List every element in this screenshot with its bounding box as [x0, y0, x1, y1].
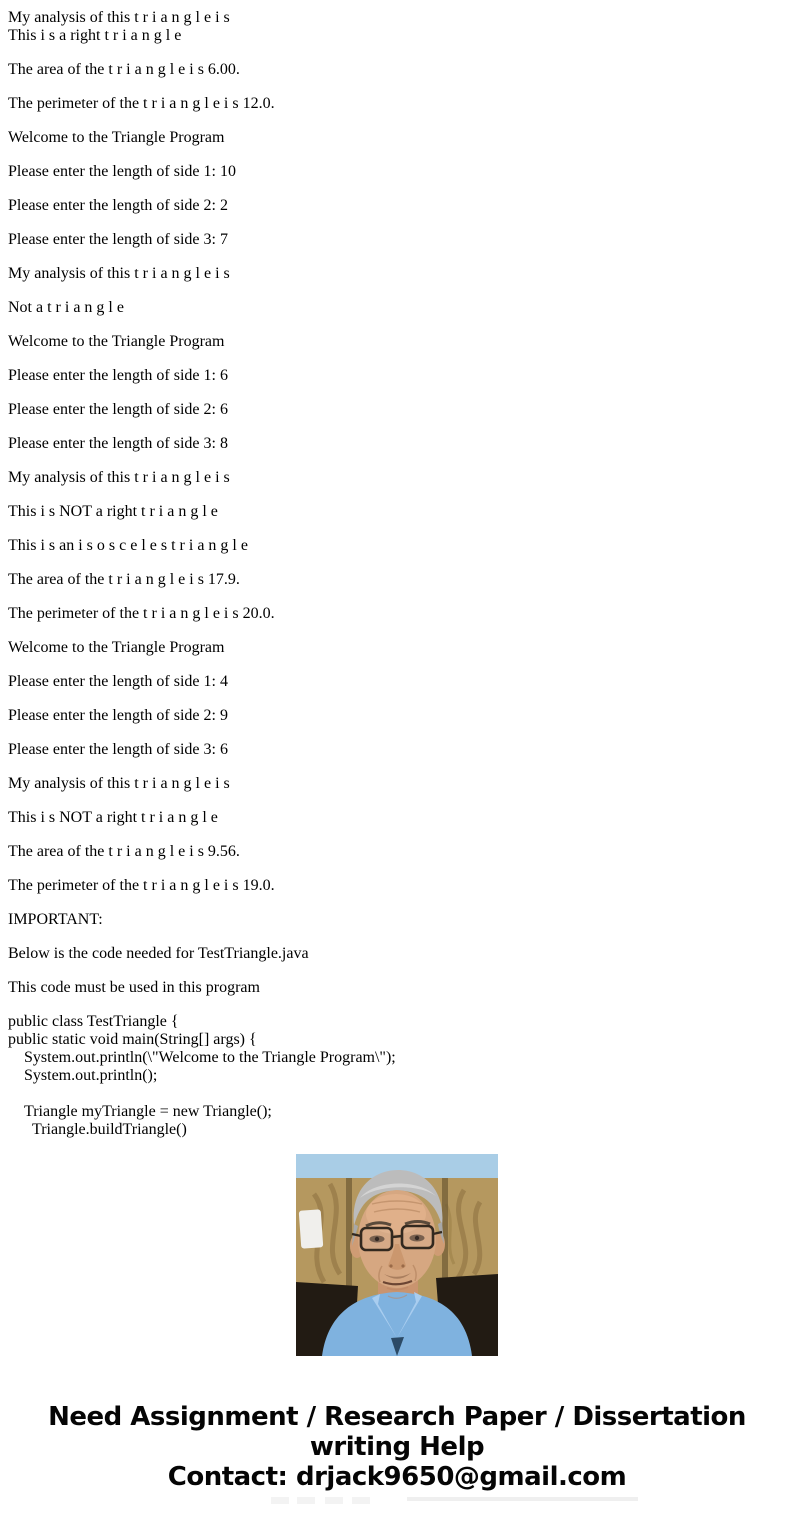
output-line: The perimeter of the t r i a n g l e i s 12.0.: [8, 95, 275, 112]
output-line: This i s NOT a right t r i a n g l e: [8, 809, 218, 826]
output-line: The perimeter of the t r i a n g l e i s 20.0.: [8, 605, 275, 622]
code-line: System.out.println(\"Welcome to the Triangle Program\");: [8, 1049, 396, 1066]
output-line: Please enter the length of side 2: 2: [8, 197, 228, 214]
footer-heading-line2: writing Help: [309, 1432, 485, 1462]
output-line: Welcome to the Triangle Program: [8, 639, 225, 656]
footer-heading-line1: Need Assignment / Research Paper / Dissertation: [48, 1402, 746, 1432]
output-line: This i s NOT a right t r i a n g l e: [8, 503, 218, 520]
output-paragraph-intro: [8, 9, 786, 45]
footer-promo: [0, 1402, 794, 1492]
code-line: public static void main(String[] args) {: [8, 1031, 257, 1048]
output-line: The perimeter of the t r i a n g l e i s 19.0.: [8, 877, 275, 894]
output-line: Please enter the length of side 1: 4: [8, 673, 228, 690]
output-line: Please enter the length of side 3: 7: [8, 231, 228, 248]
code-line: Triangle.buildTriangle(): [8, 1121, 187, 1138]
output-line: IMPORTANT:: [8, 911, 103, 928]
output-line: The area of the t r i a n g l e i s 17.9.: [8, 571, 240, 588]
output-line: Welcome to the Triangle Program: [8, 333, 225, 350]
ghost-line: [407, 1497, 638, 1501]
output-line: Not a t r i a n g l e: [8, 299, 124, 316]
output-line: Please enter the length of side 3: 8: [8, 435, 228, 452]
output-line: This i s an i s o s c e l e s t r i a n g l e: [8, 537, 248, 554]
code-line: Triangle myTriangle = new Triangle();: [8, 1103, 272, 1120]
output-line: Please enter the length of side 3: 6: [8, 741, 228, 758]
output-line: My analysis of this t r i a n g l e i s: [8, 469, 230, 486]
avatar: [296, 1154, 498, 1356]
output-line: My analysis of this t r i a n g l e i s: [8, 775, 230, 792]
output-line: My analysis of this t r i a n g l e i s: [8, 9, 230, 26]
output-line: Please enter the length of side 2: 9: [8, 707, 228, 724]
avatar-portrait-illustration: [296, 1154, 498, 1356]
output-line: Below is the code needed for TestTriangle.java: [8, 945, 309, 962]
output-line: Please enter the length of side 1: 10: [8, 163, 236, 180]
output-line: This code must be used in this program: [8, 979, 260, 996]
contact-email-line: Contact: drjack9650@gmail.com: [167, 1462, 627, 1492]
output-line: Please enter the length of side 2: 6: [8, 401, 228, 418]
code-line: public class TestTriangle {: [8, 1013, 179, 1030]
ghost-artifact: [297, 1497, 315, 1504]
ghost-artifact: [271, 1497, 289, 1504]
code-line: System.out.println();: [8, 1067, 158, 1084]
output-line: My analysis of this t r i a n g l e i s: [8, 265, 230, 282]
code-line: [8, 1085, 786, 1103]
output-line: The area of the t r i a n g l e i s 6.00.: [8, 61, 240, 78]
output-line: The area of the t r i a n g l e i s 9.56.: [8, 843, 240, 860]
output-line: Welcome to the Triangle Program: [8, 129, 225, 146]
code-block: [8, 1013, 786, 1139]
output-line: This i s a right t r i a n g l e: [8, 27, 182, 44]
ghost-artifact: [325, 1497, 343, 1504]
ghost-artifact: [352, 1497, 370, 1504]
output-line: Please enter the length of side 1: 6: [8, 367, 228, 384]
